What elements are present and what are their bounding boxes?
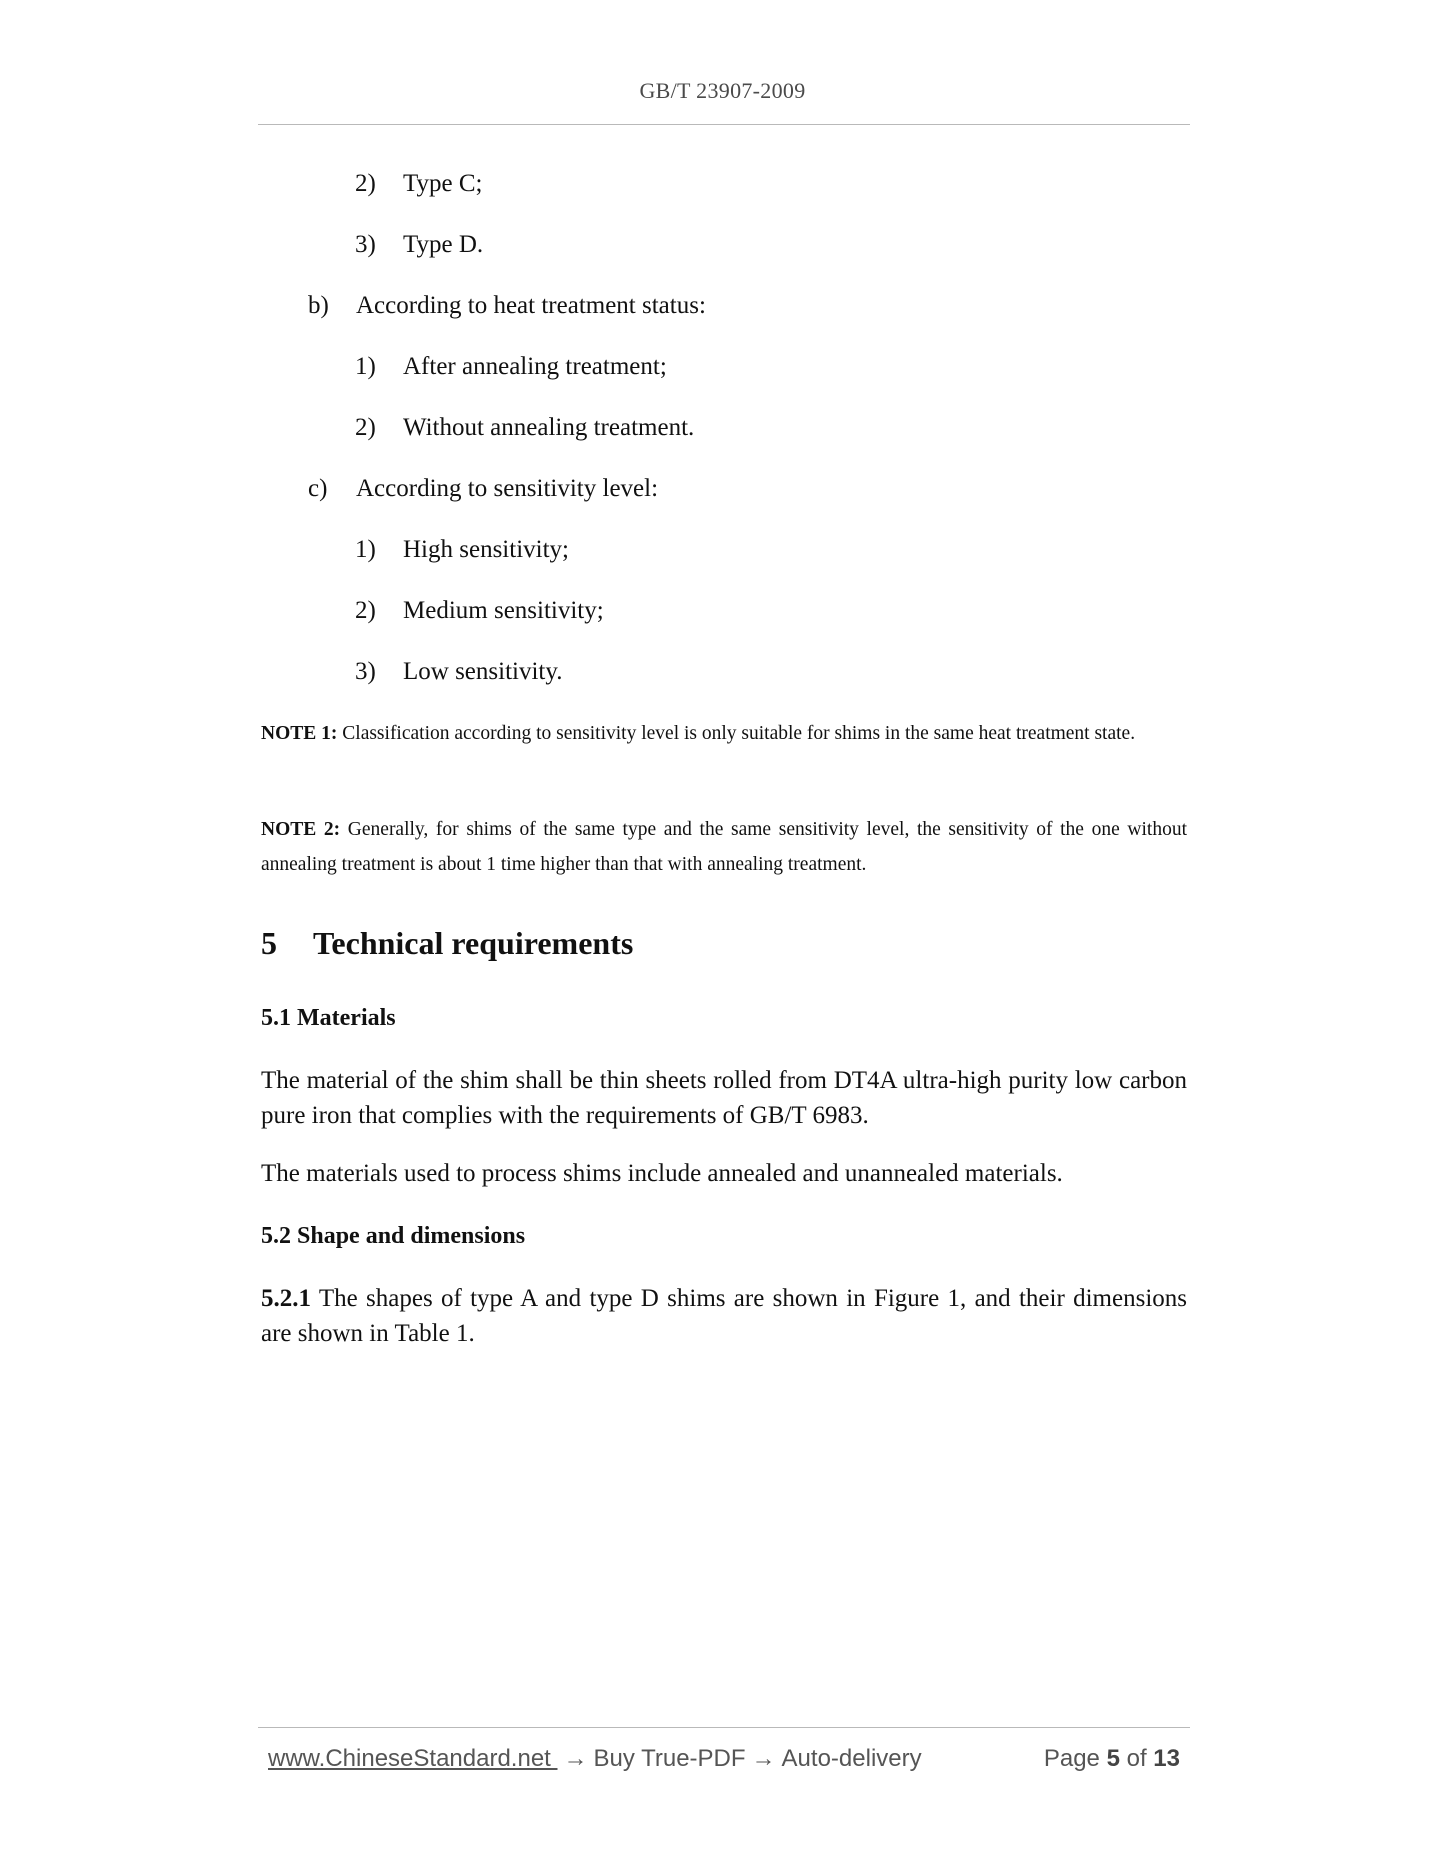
note-label: NOTE 2:: [261, 819, 341, 840]
list-marker: c): [308, 475, 328, 502]
list-marker: 3): [355, 231, 376, 258]
document-header-title: GB/T 23907-2009: [639, 78, 806, 103]
page-current: 5: [1106, 1745, 1120, 1772]
clause-number: 5.2.1: [261, 1285, 311, 1312]
list-item-text: Type C;: [403, 170, 483, 197]
list-item-text: According to heat treatment status:: [356, 292, 706, 319]
list-item-text: Low sensitivity.: [403, 658, 563, 685]
footer-divider: [258, 1727, 1190, 1728]
list-marker: 2): [355, 170, 376, 197]
page-label: Page: [1043, 1745, 1100, 1772]
delivery-text: Auto-delivery: [781, 1745, 922, 1772]
note-2: [261, 812, 1187, 882]
paragraph: The material of the shim shall be thin sheets rolled from DT4A ultra-high purity low carbon pure iron that complies with the requirements of GB/T 6983.: [261, 1067, 1187, 1129]
list-item-text: Type D.: [403, 231, 484, 258]
subsection-heading-materials: 5.1 Materials: [261, 1005, 396, 1031]
header-divider: [258, 124, 1190, 125]
buy-text: Buy True-PDF: [593, 1745, 746, 1772]
subsection-heading-shape: 5.2 Shape and dimensions: [261, 1223, 526, 1249]
list-marker: 2): [355, 597, 376, 624]
list-item-text: High sensitivity;: [403, 536, 569, 563]
note-text: Classification according to sensitivity level is only suitable for shims in the same heat treatment state.: [337, 723, 1136, 744]
list-item-text: Without annealing treatment.: [403, 414, 695, 441]
of-label: of: [1126, 1745, 1147, 1772]
website-link[interactable]: www.ChineseStandard.net: [268, 1745, 558, 1772]
page-footer: [268, 1745, 1180, 1781]
clause-5-2-1: [261, 1281, 1187, 1351]
paragraph: The materials used to process shims include annealed and unannealed materials.: [261, 1160, 1063, 1187]
clause-text: The shapes of type A and type D shims are shown in Figure 1, and their dimensions are shown in Table 1.: [261, 1285, 1187, 1347]
arrow-right-icon: →: [563, 1745, 588, 1772]
list-marker: 1): [355, 536, 376, 563]
page-number: [1044, 1745, 1180, 1773]
section-heading: [261, 925, 633, 962]
note-1: [261, 716, 1187, 751]
list-marker: 2): [355, 414, 376, 441]
list-item-text: Medium sensitivity;: [403, 597, 604, 624]
arrow-right-icon: →: [751, 1745, 776, 1772]
list-marker: 1): [355, 353, 376, 380]
list-marker: 3): [355, 658, 376, 685]
list-item-text: According to sensitivity level:: [356, 475, 659, 502]
note-label: NOTE 1:: [261, 723, 338, 744]
list-item-text: After annealing treatment;: [403, 353, 667, 380]
section-number: 5: [261, 925, 277, 961]
note-text: Generally, for shims of the same type and the same sensitivity level, the sensitivity of the one without annealing treatment is about 1 time higher than that with annealing treatment.: [261, 819, 1187, 875]
section-title: Technical requirements: [313, 925, 634, 961]
list-marker: b): [308, 292, 329, 319]
page-total: 13: [1153, 1745, 1180, 1772]
